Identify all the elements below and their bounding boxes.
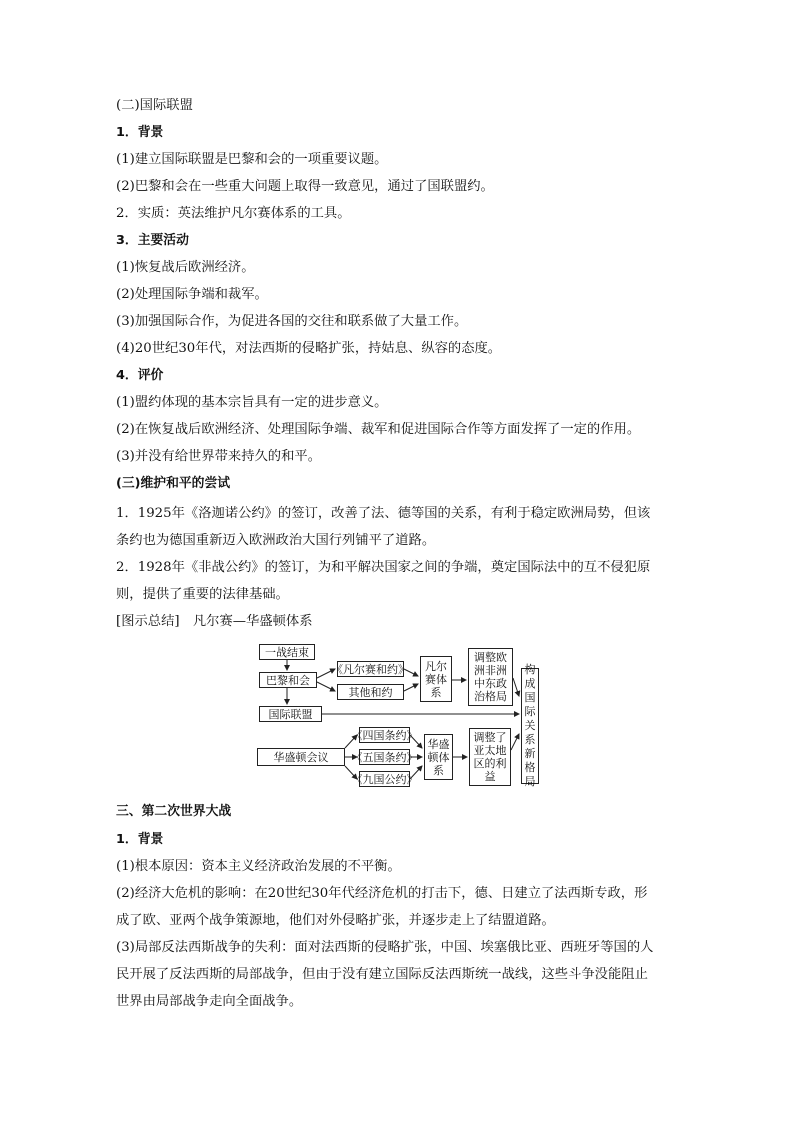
box-new-pattern: 构成国际关系新格局 <box>521 668 539 784</box>
paragraph: (2)在恢复战后欧洲经济、处理国际争端、裁军和促进国际合作等方面发挥了一定的作用。 <box>116 422 641 437</box>
paragraph: 成了欧、亚两个战争策源地，他们对外侵略扩张，并逐步走上了结盟道路。 <box>116 913 555 928</box>
box-versailles-treaty: 《凡尔赛和约》 <box>332 662 409 676</box>
box-five-power-treaty: 《五国条约》 <box>351 750 418 764</box>
box-adjust-asia-pacific: 调整了亚太地区的利益 <box>469 728 511 786</box>
paragraph: (1)建立国际联盟是巴黎和会的一项重要议题。 <box>116 152 388 167</box>
heading-activities: 3．主要活动 <box>116 233 189 248</box>
paragraph: (1)根本原因：资本主义经济政治发展的不平衡。 <box>116 859 401 874</box>
heading-background: 1．背景 <box>116 125 164 140</box>
section-heading-peace: (三)维护和平的尝试 <box>116 476 231 491</box>
box-versailles-system: 凡尔赛体系 <box>420 656 452 702</box>
box-washington-conference: 华盛顿会议 <box>257 748 345 766</box>
paragraph: 民开展了反法西斯的局部战争，但由于没有建立国际反法西斯统一战线，这些斗争没能阻止 <box>116 967 648 982</box>
versailles-washington-diagram <box>255 640 545 790</box>
box-nine-power-treaty: 《九国公约》 <box>351 772 418 786</box>
section-heading-ww2: 三、第二次世界大战 <box>116 804 232 819</box>
paragraph: 条约也为德国重新迈入欧洲政治大国行列铺平了道路。 <box>116 533 436 548</box>
paragraph: (1)恢复战后欧洲经济。 <box>116 260 255 275</box>
paragraph: (2)经济大危机的影响：在20世纪30年代经济危机的打击下，德、日建立了法西斯专政，形 <box>116 886 648 901</box>
paragraph: (1)盟约体现的基本宗旨具有一定的进步意义。 <box>116 395 388 410</box>
diagram-caption: [图示总结] 凡尔赛—华盛顿体系 <box>116 614 313 629</box>
paragraph: 1．1925年《洛迦诺公约》的签订，改善了法、德等国的关系，有利于稳定欧洲局势，但该 <box>116 506 651 521</box>
paragraph: 世界由局部战争走向全面战争。 <box>116 994 303 1009</box>
heading-ww2-background: 1．背景 <box>116 832 164 847</box>
box-paris-conference: 巴黎和会 <box>259 672 317 688</box>
box-adjust-europe: 调整欧洲非洲中东政治格局 <box>468 648 513 706</box>
paragraph: (4)20世纪30年代，对法西斯的侵略扩张，持姑息、纵容的态度。 <box>116 341 502 356</box>
box-war-end: 一战结束 <box>259 644 315 660</box>
paragraph: (3)并没有给世界带来持久的和平。 <box>116 449 321 464</box>
paragraph: 则，提供了重要的法律基础。 <box>116 587 289 602</box>
heading-evaluation: 4．评价 <box>116 368 164 383</box>
paragraph: (3)加强国际合作，为促进各国的交往和联系做了大量工作。 <box>116 314 468 329</box>
paragraph: (3)局部反法西斯战争的失利：面对法西斯的侵略扩张，中国、埃塞俄比亚、西班牙等国的人 <box>116 940 654 955</box>
box-four-power-treaty: 《四国条约》 <box>351 728 418 742</box>
paragraph: 2．1928年《非战公约》的签订，为和平解决国家之间的争端，奠定国际法中的互不侵犯原 <box>116 560 651 575</box>
box-washington-system: 华盛顿体系 <box>424 734 453 780</box>
box-league-of-nations: 国际联盟 <box>259 706 322 722</box>
section-heading-league: (二)国际联盟 <box>116 98 193 113</box>
box-other-treaties: 其他和约 <box>337 684 404 700</box>
paragraph: (2)巴黎和会在一些重大问题上取得一致意见，通过了国联盟约。 <box>116 179 494 194</box>
paragraph-essence: 2．实质：英法维护凡尔赛体系的工具。 <box>116 206 351 221</box>
paragraph: (2)处理国际争端和裁军。 <box>116 287 268 302</box>
